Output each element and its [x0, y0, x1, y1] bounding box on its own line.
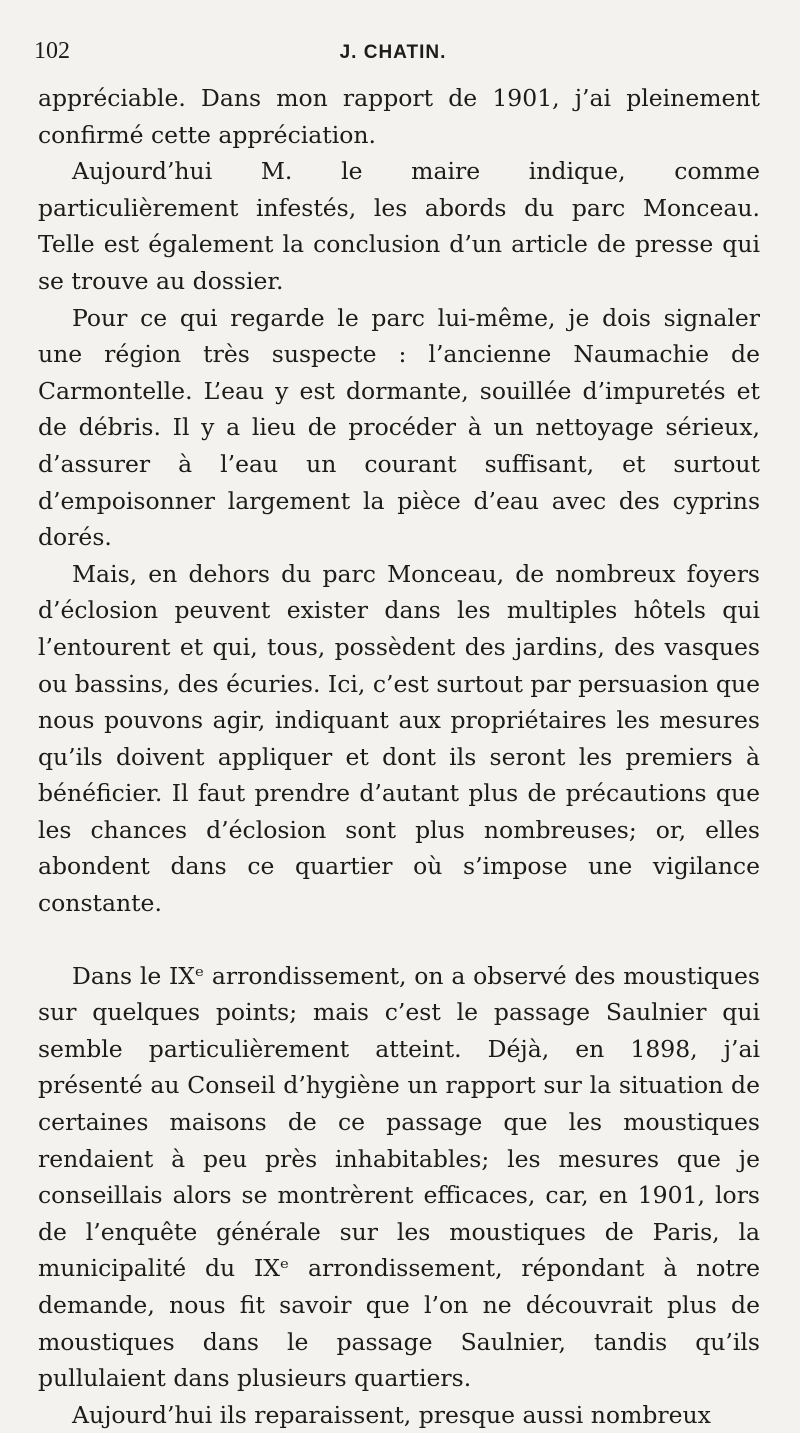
page-number: 102: [34, 38, 70, 64]
paragraph: Aujourd’hui ils reparaissent, presque aussi nombreux: [72, 1400, 711, 1429]
paragraph: Mais, en dehors du parc Monceau, de nombreux foyers d’éclosion peuvent exister dans les multiples hôtels qui l’entourent et qui, tous, possèdent des jardins, des vasques ou bassins, des écuries. Ici, c’est surtout par persuasion que nous pouvons agir, indiquant aux propriétaires les mesures qu’ils doivent appliquer et dont ils seront les premiers à bénéficier. Il faut prendre d’autant plus de précautions que les chances d’éclosion sont plus nombreuses; or, elles abondent dans ce quartier où s’impose une vigilance constante.: [38, 559, 760, 918]
paragraph: appréciable. Dans mon rapport de 1901, j’ai pleinement confirmé cette appréciation.: [38, 84, 760, 149]
running-head: J. CHATIN.: [339, 42, 447, 63]
paragraph: Pour ce qui regarde le parc lui-même, je dois signaler une région très suspecte : l’ancienne Naumachie de Carmontelle. L’eau y est dormante, souillée d’impuretés et de débris. Il y a lieu de procéder à un nettoyage sérieux, d’assurer à l’eau un courant suffisant, et surtout d’empoisonner largement la pièce d’eau avec des cyprins dorés.: [38, 303, 760, 552]
body-text: [38, 80, 760, 1433]
paragraph: Aujourd’hui M. le maire indique, comme particulièrement infestés, les abords du parc Monceau. Telle est également la conclusion d’un article de presse qui se trouve au dossier.: [38, 157, 760, 295]
page-header: [34, 38, 752, 72]
paragraph: Dans le IXᵉ arrondissement, on a observé des moustiques sur quelques points; mais c’est le passage Saulnier qui semble particulièrement atteint. Déjà, en 1898, j’ai présenté au Conseil d’hygiène un rapport sur la situation de certaines maisons de ce passage que les moustiques rendaient à peu près inhabitables; les mesures que je conseillais alors se montrèrent efficaces, car, en 1901, lors de l’enquête générale sur les moustiques de Paris, la municipalité du IXᵉ arrondissement, répondant à notre demande, nous fit savoir que l’on ne découvrait plus de moustiques dans le passage Saulnier, tandis qu’ils pullulaient dans plusieurs quartiers.: [38, 961, 760, 1393]
